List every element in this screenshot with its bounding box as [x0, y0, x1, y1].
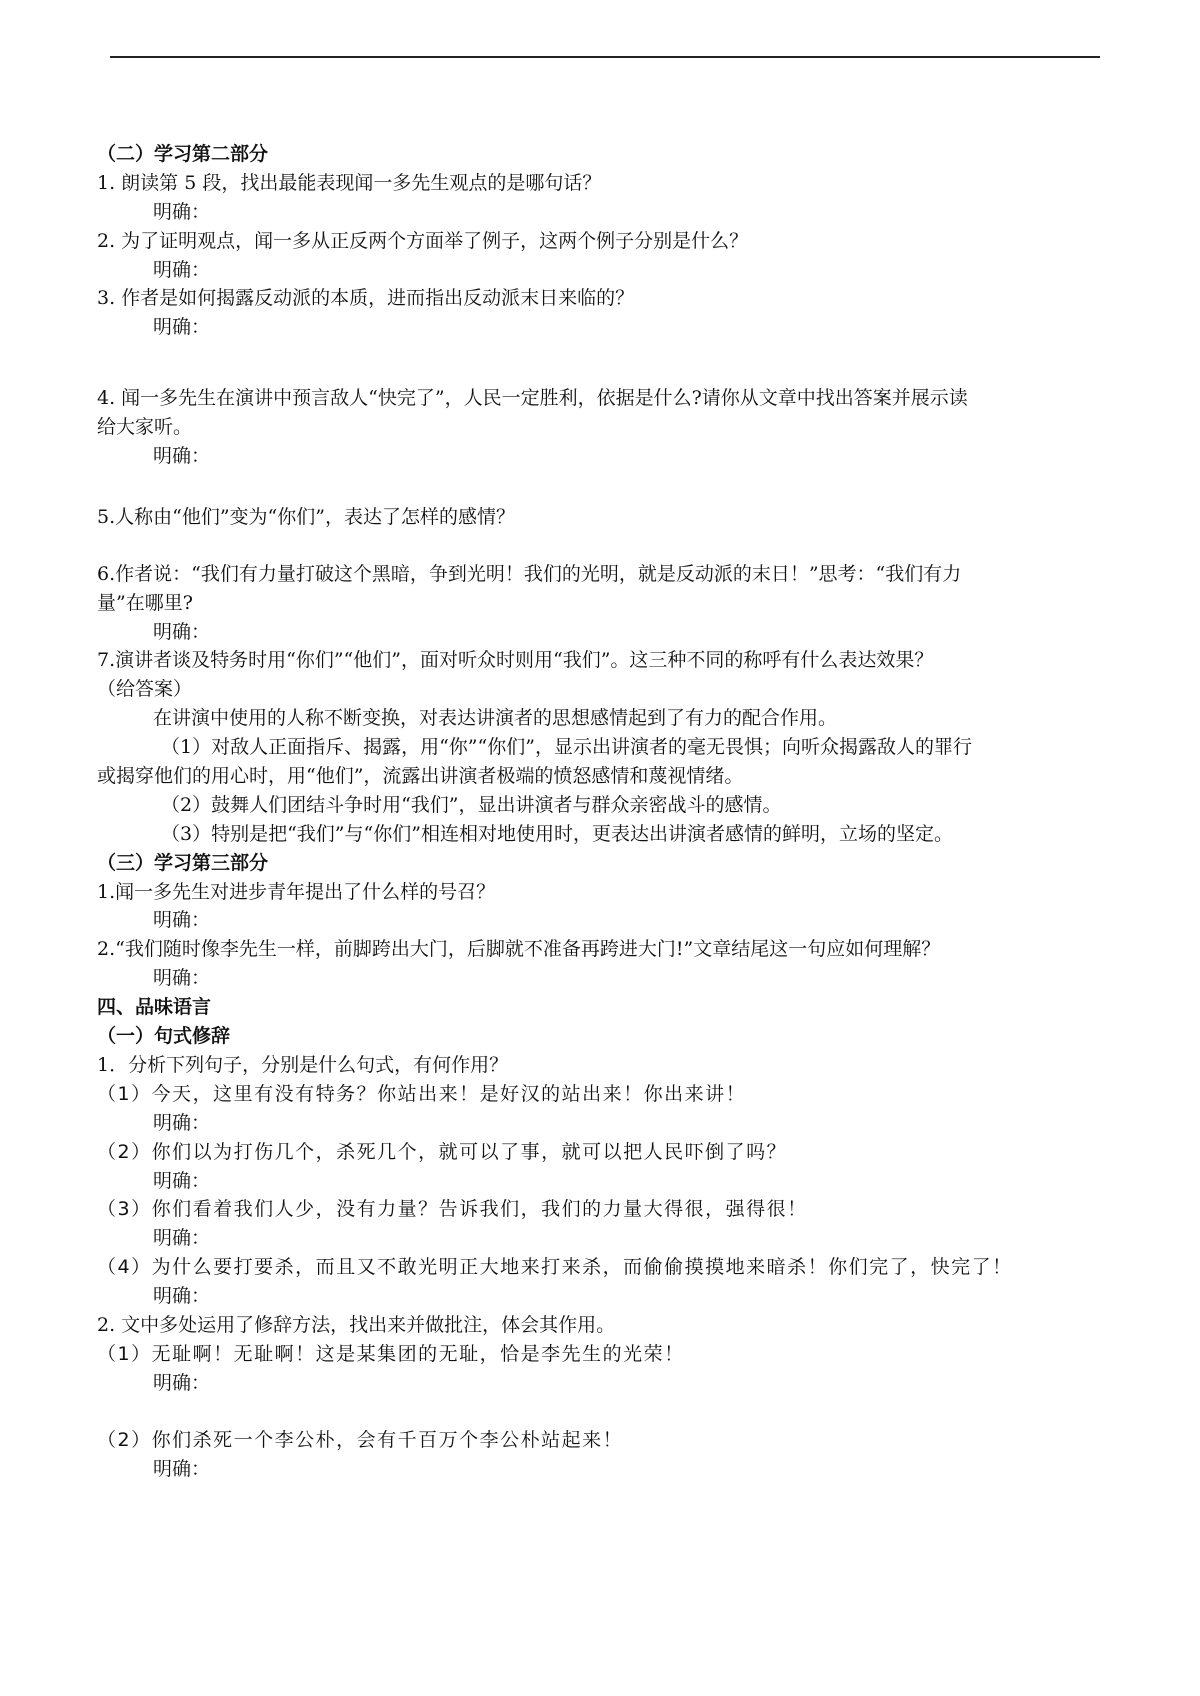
question-continuation: 给大家听。: [97, 416, 193, 439]
subsection-heading: （一）句式修辞: [97, 1025, 231, 1048]
answer-text: 或揭穿他们的用心时，用“他们”，流露出讲演者极端的愤怒感情和蔑视情绪。: [97, 765, 744, 788]
quoted-sentence: （2）你们以为打伤几个，杀死几个，就可以了事，就可以把人民吓倒了吗？: [97, 1140, 788, 1163]
answer-space: [97, 342, 1107, 384]
question-continuation: 量”在哪里?: [97, 591, 193, 614]
document-body: [97, 140, 1107, 1483]
answer-label: 明确：: [153, 620, 211, 643]
quoted-sentence: （4）为什么要打要杀，而且又不敢光明正大地来打来杀，而偷偷摸摸地来暗杀！你们完了，快完了！: [97, 1256, 1013, 1279]
answer-label: 明确：: [153, 258, 211, 281]
question: 2. 文中多处运用了修辞方法，找出来并做批注，体会其作用。: [97, 1313, 616, 1336]
answer-text: （1）对敌人正面指斥、揭露，用“你”“你们”，显示出讲演者的毫无畏惧；向听众揭露敌人的罪行: [161, 736, 972, 759]
answer-label: 明确：: [153, 1227, 211, 1250]
question: 4. 闻一多先生在演讲中预言敌人“快完了”，人民一定胜利，依据是什么?请你从文章中找出答案并展示读: [97, 387, 968, 410]
answer-text: 在讲演中使用的人称不断变换，对表达讲演者的思想感情起到了有力的配合作用。: [153, 707, 838, 730]
answer-label: 明确：: [153, 1285, 211, 1308]
answer-label: 明确：: [153, 1169, 211, 1192]
answer-label: 明确：: [153, 967, 211, 990]
answer-label: 明确：: [153, 1457, 211, 1480]
answer-space: [97, 532, 1107, 560]
answer-label: 明确：: [153, 445, 211, 468]
question: 2.“我们随时像李先生一样，前脚跨出大门，后脚就不准备再跨进大门!”文章结尾这一句应如何理解？: [97, 938, 941, 961]
answer-label: 明确：: [153, 1111, 211, 1134]
question: 1.闻一多先生对进步青年提出了什么样的号召？: [97, 880, 496, 903]
quoted-sentence: （3）你们看着我们人少，没有力量？告诉我们，我们的力量大得很，强得很！: [97, 1198, 808, 1221]
section-heading: 四、品味语言: [97, 996, 212, 1019]
answer-space: [97, 471, 1107, 503]
question: 6.作者说：“我们有力量打破这个黑暗，争到光明！我们的光明，就是反动派的末日！”思考：“我们有力: [97, 562, 962, 585]
quoted-sentence: （2）你们杀死一个李公朴，会有千百万个李公朴站起来！: [97, 1428, 624, 1451]
answer-space: [97, 1398, 1107, 1426]
answer-label: 明确：: [153, 909, 211, 932]
question: 3. 作者是如何揭露反动派的本质，进而指出反动派末日来临的？: [97, 287, 635, 310]
question: 2. 为了证明观点，闻一多从正反两个方面举了例子，这两个例子分别是什么？: [97, 229, 749, 252]
quoted-sentence: （1）无耻啊！无耻啊！这是某集团的无耻，恰是李先生的光荣！: [97, 1342, 685, 1365]
header-rule: [110, 56, 1100, 58]
answer-label: 明确：: [153, 200, 211, 223]
section-heading: （三）学习第三部分: [97, 851, 269, 874]
answer-label: 明确：: [153, 1371, 211, 1394]
question: 1．分析下列句子，分别是什么句式，有何作用？: [97, 1053, 509, 1076]
question: 7.演讲者谈及特务时用“你们”“他们”，面对听众时则用“我们”。这三种不同的称呼有什么表达效果？: [97, 649, 934, 672]
question: 1. 朗读第 5 段，找出最能表现闻一多先生观点的是哪句话？: [97, 171, 602, 194]
section-heading: （二）学习第二部分: [97, 143, 269, 165]
question-continuation: （给答案）: [97, 678, 193, 701]
answer-text: （3）特别是把“我们”与“你们”相连相对地使用时，更表达出讲演者感情的鲜明，立场的坚定。: [161, 822, 953, 845]
quoted-sentence: （1）今天，这里有没有特务？你站出来！是好汉的站出来！你出来讲！: [97, 1082, 747, 1105]
answer-text: （2）鼓舞人们团结斗争时用“我们”，显出讲演者与群众亲密战斗的感情。: [161, 793, 782, 816]
answer-label: 明确：: [153, 316, 211, 339]
question: 5.人称由“他们”变为“你们”，表达了怎样的感情？: [97, 505, 515, 528]
